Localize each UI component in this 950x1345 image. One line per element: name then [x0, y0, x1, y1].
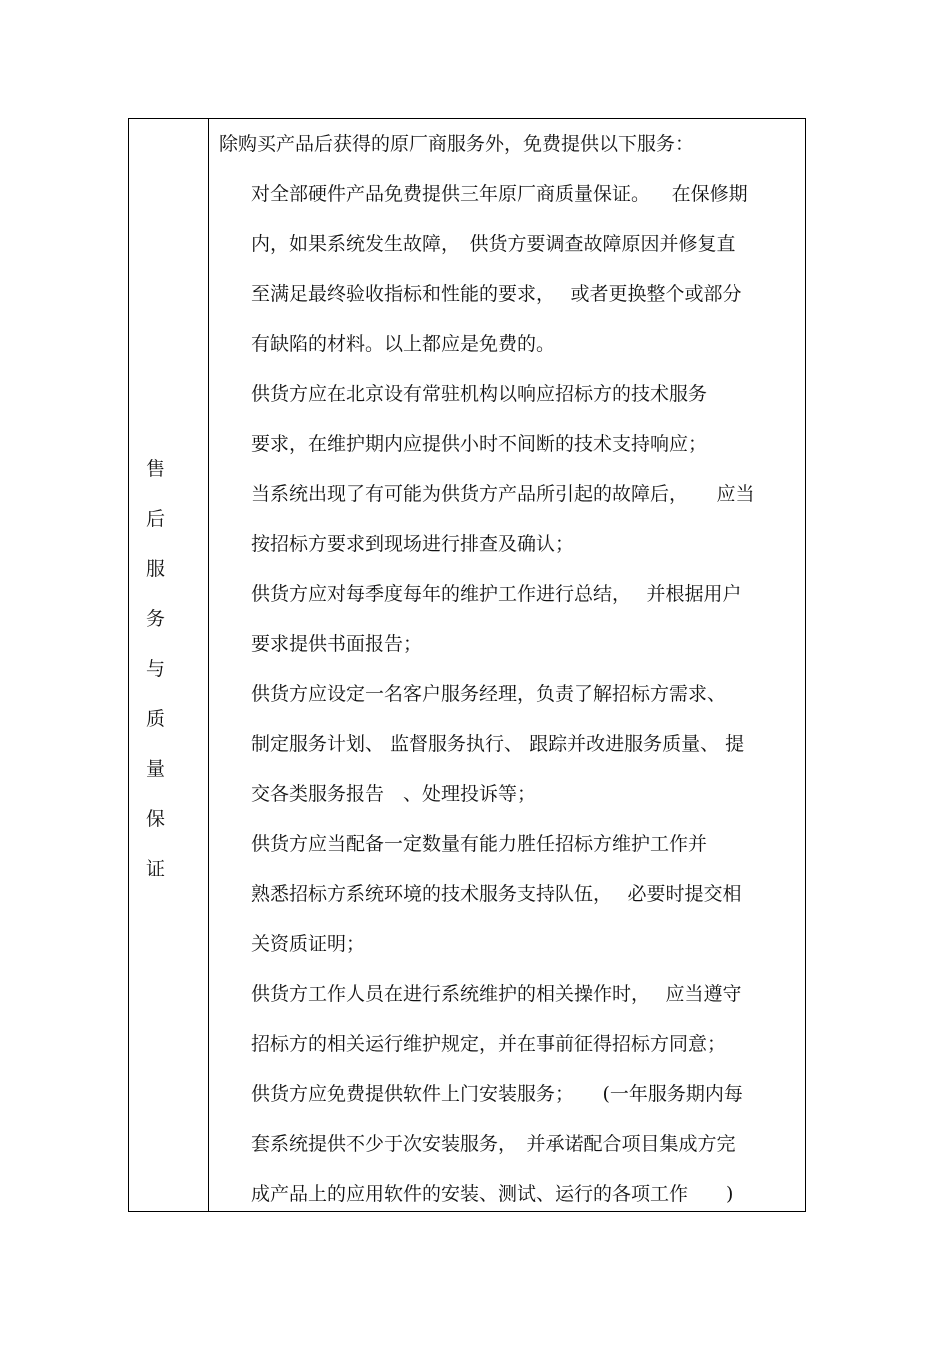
content-line: 熟悉招标方系统环境的技术服务支持队伍， 必要时提交相: [251, 883, 742, 905]
content-line: 当系统出现了有可能为供货方产品所引起的故障后， 应当: [251, 483, 755, 505]
content-line: 成产品上的应用软件的安装、测试、运行的各项工作 ): [251, 1183, 734, 1205]
section-label-char: 质: [145, 708, 165, 730]
section-content-cell: [209, 119, 805, 1211]
content-line: 供货方应当配备一定数量有能力胜任招标方维护工作并: [251, 833, 708, 855]
content-line: 制定服务计划、 监督服务执行、 跟踪并改进服务质量、 提: [251, 733, 745, 755]
section-label-char: 服: [145, 558, 165, 580]
section-label-char: 量: [145, 758, 165, 780]
content-line: 至满足最终验收指标和性能的要求， 或者更换整个或部分: [251, 283, 742, 305]
content-line: 对全部硬件产品免费提供三年原厂商质量保证。 在保修期: [251, 183, 748, 205]
section-label-char: 后: [145, 508, 165, 530]
section-label-char: 证: [145, 858, 165, 880]
content-line: 要求提供书面报告；: [251, 633, 423, 655]
content-line: 供货方应在北京设有常驻机构以响应招标方的技术服务: [251, 383, 708, 405]
content-line: 关资质证明；: [251, 933, 366, 955]
content-line: 有缺陷的材料。以上都应是免费的。: [251, 333, 556, 355]
section-label-char: 务: [145, 608, 165, 630]
section-label-char: 保: [145, 808, 165, 830]
content-line: 按招标方要求到现场进行排查及确认；: [251, 533, 575, 555]
content-line: 供货方应免费提供软件上门安装服务； (一年服务期内每: [251, 1083, 743, 1105]
content-line: 套系统提供不少于次安装服务， 并承诺配合项目集成方完: [251, 1133, 736, 1155]
section-label-cell: [129, 119, 208, 1211]
content-line: 供货方工作人员在进行系统维护的相关操作时， 应当遵守: [251, 983, 742, 1005]
content-line: 招标方的相关运行维护规定，并在事前征得招标方同意；: [251, 1033, 727, 1055]
section-label-char: 与: [145, 658, 165, 680]
content-line: 交各类服务报告 、处理投诉等；: [251, 783, 537, 805]
service-quality-table: [128, 118, 806, 1212]
content-line: 要求，在维护期内应提供小时不间断的技术支持响应；: [251, 433, 708, 455]
content-line: 供货方应设定一名客户服务经理，负责了解招标方需求、: [251, 683, 727, 705]
content-line: 供货方应对每季度每年的维护工作进行总结， 并根据用户: [251, 583, 742, 605]
content-line: 内，如果系统发生故障， 供货方要调查故障原因并修复直: [251, 233, 736, 255]
section-label-char: 售: [145, 458, 165, 480]
content-line: 除购买产品后获得的原厂商服务外，免费提供以下服务：: [219, 133, 695, 155]
